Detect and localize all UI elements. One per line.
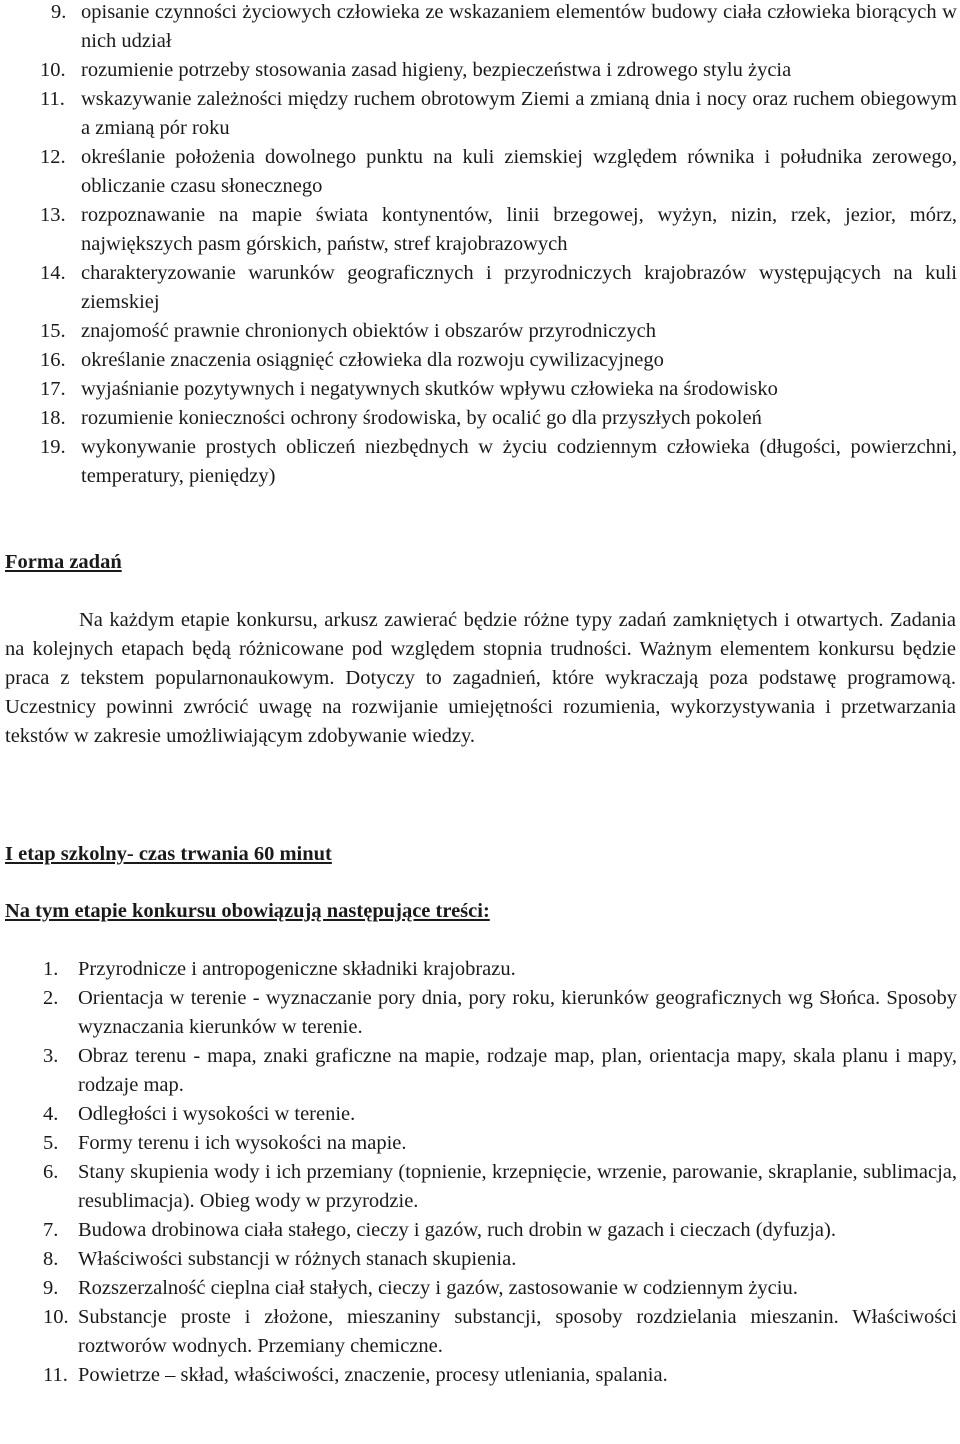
- item-text: określanie położenia dowolnego punktu na kuli ziemskiej względem równika i południka zerowego, obliczanie czasu słonecznego: [81, 146, 957, 197]
- item-number: 13.: [40, 204, 66, 226]
- item-number: 2.: [43, 987, 59, 1009]
- list-item: [5, 1129, 957, 1158]
- item-text: Powietrze – skład, właściwości, znaczenie, procesy utleniania, spalania.: [78, 1364, 668, 1386]
- list-item: [5, 346, 957, 375]
- item-number: 18.: [40, 407, 66, 429]
- list-item: [5, 201, 957, 259]
- list-item: [5, 1216, 957, 1245]
- list-item: [5, 259, 957, 317]
- requirements-list-continued: [5, 0, 957, 491]
- item-number: 3.: [43, 1045, 59, 1067]
- item-text: Orientacja w terenie - wyznaczanie pory dnia, pory roku, kierunków geograficznych wg Słońca. Sposoby wyznaczania kierunków w terenie.: [78, 987, 957, 1038]
- item-text: rozumienie konieczności ochrony środowiska, by ocalić go dla przyszłych pokoleń: [81, 407, 762, 429]
- list-item: [5, 1303, 957, 1361]
- list-item: [5, 1158, 957, 1216]
- item-text: znajomość prawnie chronionych obiektów i obszarów przyrodniczych: [81, 320, 656, 342]
- item-text: wykonywanie prostych obliczeń niezbędnych w życiu codziennym człowieka (długości, powierzchni, temperatury, pieniędzy): [81, 436, 957, 487]
- item-text: Stany skupienia wody i ich przemiany (topnienie, krzepnięcie, wrzenie, parowanie, skraplanie, sublimacja, resublimacja). Obieg wody w przyrodzie.: [78, 1161, 957, 1212]
- list-item: [5, 404, 957, 433]
- list-item: [5, 1361, 957, 1390]
- item-number: 10.: [40, 59, 66, 81]
- list-item: [5, 1100, 957, 1129]
- section-heading-etap: I etap szkolny- czas trwania 60 minut: [5, 843, 332, 865]
- item-text: wskazywanie zależności między ruchem obrotowym Ziemi a zmianą dnia i nocy oraz ruchem obiegowym a zmianą pór roku: [81, 88, 957, 139]
- item-text: Właściwości substancji w różnych stanach skupienia.: [78, 1248, 517, 1270]
- list-item: [5, 1274, 957, 1303]
- list-item: [5, 85, 957, 143]
- section-heading-forma: Forma zadań: [5, 551, 122, 573]
- item-text: charakteryzowanie warunków geograficznych i przyrodniczych krajobrazów występujących na kuli ziemskiej: [81, 262, 957, 313]
- item-text: Odległości i wysokości w terenie.: [78, 1103, 356, 1125]
- item-text: Przyrodnicze i antropogeniczne składniki krajobrazu.: [78, 958, 516, 980]
- item-text: Obraz terenu - mapa, znaki graficzne na mapie, rodzaje map, plan, orientacja mapy, skala planu i mapy, rodzaje map.: [78, 1045, 957, 1096]
- item-number: 4.: [43, 1103, 59, 1125]
- item-number: 12.: [40, 146, 66, 168]
- item-text: wyjaśnianie pozytywnych i negatywnych skutków wpływu człowieka na środowisko: [81, 378, 778, 400]
- item-text: Formy terenu i ich wysokości na mapie.: [78, 1132, 407, 1154]
- item-number: 7.: [43, 1219, 59, 1241]
- item-number: 9.: [43, 1277, 59, 1299]
- item-number: 16.: [40, 349, 66, 371]
- forma-paragraph: Na każdym etapie konkursu, arkusz zawierać będzie różne typy zadań zamkniętych i otwartych. Zadania na kolejnych etapach będą różnicowane pod względem stopnia trudności. Ważnym elementem konkursu będzie praca z tekstem popularnonaukowym. Dotyczy to zagadnień, które wykraczają poza podstawę programową. Uczestnicy powinni zwrócić uwagę na rozwijanie umiejętności rozumienia, wykorzystywania i przetwarzania tekstów w zakresie umożliwiającym zdobywanie wiedzy.: [5, 609, 956, 747]
- item-number: 10.: [43, 1306, 69, 1328]
- item-text: rozpoznawanie na mapie świata kontynentów, linii brzegowej, wyżyn, nizin, rzek, jezior, mórz, największych pasm górskich, państw, stref krajobrazowych: [81, 204, 957, 255]
- item-number: 15.: [40, 320, 66, 342]
- item-text: rozumienie potrzeby stosowania zasad higieny, bezpieczeństwa i zdrowego stylu życia: [81, 59, 792, 81]
- item-number: 1.: [43, 958, 59, 980]
- item-text: opisanie czynności życiowych człowieka ze wskazaniem elementów budowy ciała człowieka biorących w nich udział: [81, 1, 957, 52]
- item-number: 19.: [40, 436, 66, 458]
- content-topics-list: [5, 955, 957, 1390]
- list-item: [5, 984, 957, 1042]
- list-item: [5, 375, 957, 404]
- list-item: [5, 0, 957, 56]
- list-item: [5, 1245, 957, 1274]
- item-number: 17.: [40, 378, 66, 400]
- list-item: [5, 433, 957, 491]
- list-item: [5, 56, 957, 85]
- item-text: Rozszerzalność cieplna ciał stałych, cieczy i gazów, zastosowanie w codziennym życiu.: [78, 1277, 798, 1299]
- item-number: 11.: [43, 1364, 68, 1386]
- item-number: 14.: [40, 262, 66, 284]
- item-number: 11.: [40, 88, 65, 110]
- item-number: 5.: [43, 1132, 59, 1154]
- item-number: 8.: [43, 1248, 59, 1270]
- section-subheading-content: Na tym etapie konkursu obowiązują następujące treści:: [5, 900, 490, 922]
- item-text: Substancje proste i złożone, mieszaniny substancji, sposoby rozdzielania mieszanin. Właściwości roztworów wodnych. Przemiany chemiczne.: [78, 1306, 957, 1357]
- list-item: [5, 955, 957, 984]
- list-item: [5, 317, 957, 346]
- item-text: określanie znaczenia osiągnięć człowieka dla rozwoju cywilizacyjnego: [81, 349, 664, 371]
- list-item: [5, 143, 957, 201]
- item-number: 9.: [51, 1, 67, 23]
- item-text: Budowa drobinowa ciała stałego, cieczy i gazów, ruch drobin w gazach i cieczach (dyfuzja).: [78, 1219, 836, 1241]
- list-item: [5, 1042, 957, 1100]
- item-number: 6.: [43, 1161, 59, 1183]
